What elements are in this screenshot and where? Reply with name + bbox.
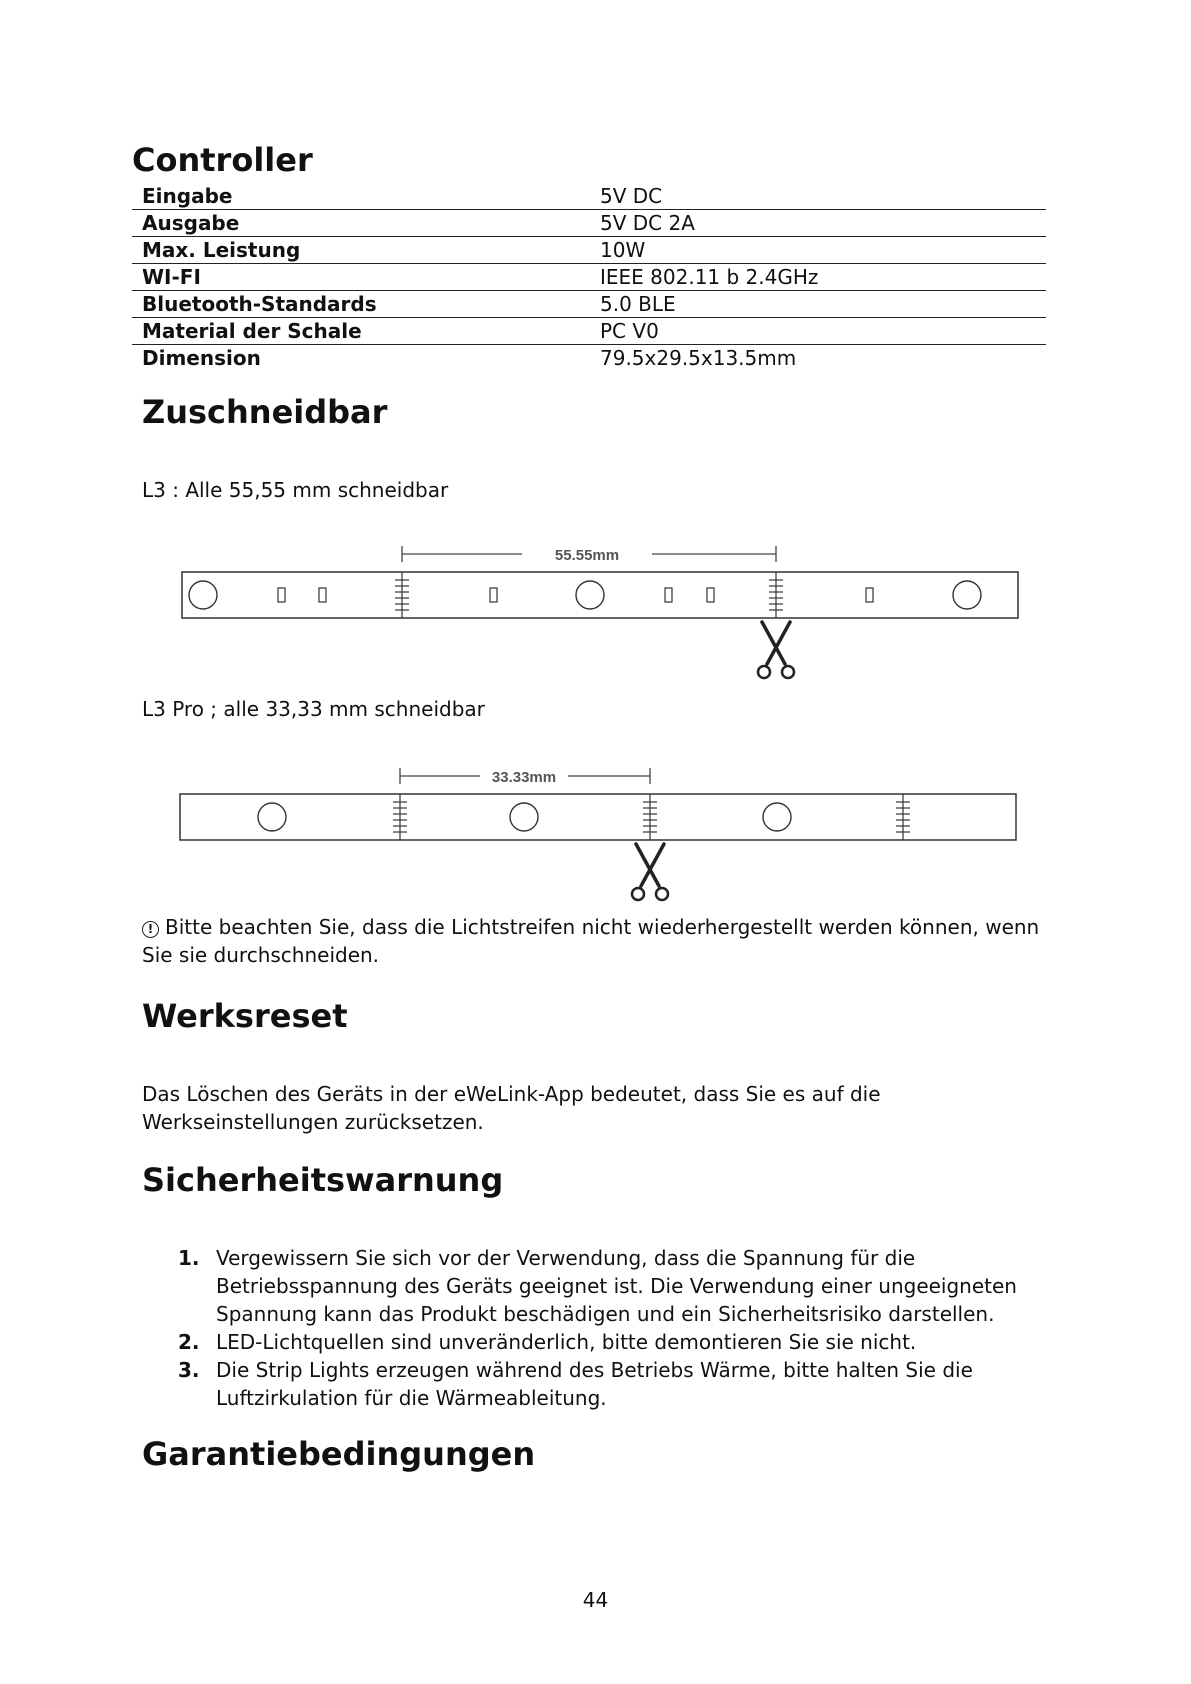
spec-label: WI-FI [132,264,590,291]
table-row [132,210,1046,237]
l3-cut-text: L3 : Alle 55,55 mm schneidbar [142,478,449,502]
reset-text: Das Löschen des Geräts in der eWeLink-App bedeutet, dass Sie es auf die Werkseinstellungen zurücksetzen. [142,1082,881,1134]
l3pro-strip-body [180,794,1016,840]
controller-spec-table [132,183,1046,371]
spec-value: IEEE 802.11 b 2.4GHz [590,264,1046,291]
resistor-icon [278,588,285,602]
list-item [170,1328,1030,1356]
resistor-icon [490,588,497,602]
resistor-icon [319,588,326,602]
section-title-warranty: Garantiebedingungen [142,1435,536,1473]
l3pro-cut-text: L3 Pro ; alle 33,33 mm schneidbar [142,697,485,721]
led-circle-icon [258,803,286,831]
table-row [132,264,1046,291]
resistor-icon [707,588,714,602]
spec-label: Max. Leistung [132,237,590,264]
section-title-safety: Sicherheitswarnung [142,1161,504,1199]
list-item-text: Vergewissern Sie sich vor der Verwendung, dass die Spannung für die Betriebsspannung des Geräts geeignet ist. Die Verwendung einer ungeeigneten Spannung kann das Produkt beschädigen und ein Sicherheitsrisiko darstellen. [216,1246,1017,1326]
list-number: 2. [178,1330,200,1354]
spec-label: Bluetooth-Standards [132,291,590,318]
list-item [170,1356,1030,1412]
page-number: 44 [582,1588,609,1612]
table-row [132,291,1046,318]
list-number: 3. [178,1358,200,1382]
section-title-reset: Werksreset [142,997,348,1035]
section-title-cuttable: Zuschneidbar [142,393,388,431]
list-item [170,1244,1030,1328]
cut-warning-note [142,913,1042,969]
cut-warning-text: Bitte beachten Sie, dass die Lichtstreifen nicht wiederhergestellt werden können, wenn Sie sie durchschneiden. [142,915,1040,967]
list-item-text: LED-Lichtquellen sind unveränderlich, bitte demontieren Sie sie nicht. [216,1330,917,1354]
led-circle-icon [576,581,604,609]
spec-value: 79.5x29.5x13.5mm [600,346,797,370]
spec-value: PC V0 [590,318,1046,345]
led-circle-icon [189,581,217,609]
safety-list [170,1244,1030,1412]
led-circle-icon [953,581,981,609]
info-circle-icon: ! [142,921,159,938]
list-item-text: Die Strip Lights erzeugen während des Betriebs Wärme, bitte halten Sie die Luftzirkulation für die Wärmeableitung. [216,1358,973,1410]
spec-value: 5.0 BLE [590,291,1046,318]
section-title-controller: Controller [132,141,313,179]
list-number: 1. [178,1246,200,1270]
resistor-icon [866,588,873,602]
spec-label: Eingabe [132,183,590,210]
scissors-icon [632,844,668,900]
table-row [132,345,1046,372]
spec-value: 5V DC [590,183,1046,210]
l3pro-dimension-label: 33.33mm [491,769,557,786]
table-row [132,237,1046,264]
spec-value: 5V DC 2A [590,210,1046,237]
resistor-icon [665,588,672,602]
l3-strip-diagram [170,534,1030,682]
led-circle-icon [763,803,791,831]
led-circle-icon [510,803,538,831]
spec-label: Ausgabe [132,210,590,237]
l3pro-strip-diagram [170,756,1030,904]
spec-label: Material der Schale [132,318,590,345]
spec-label: Dimension [142,346,261,370]
spec-value: 10W [590,237,1046,264]
table-row [132,318,1046,345]
l3-dimension-label: 55.55mm [554,547,620,564]
scissors-icon [758,622,794,678]
table-row [132,183,1046,210]
